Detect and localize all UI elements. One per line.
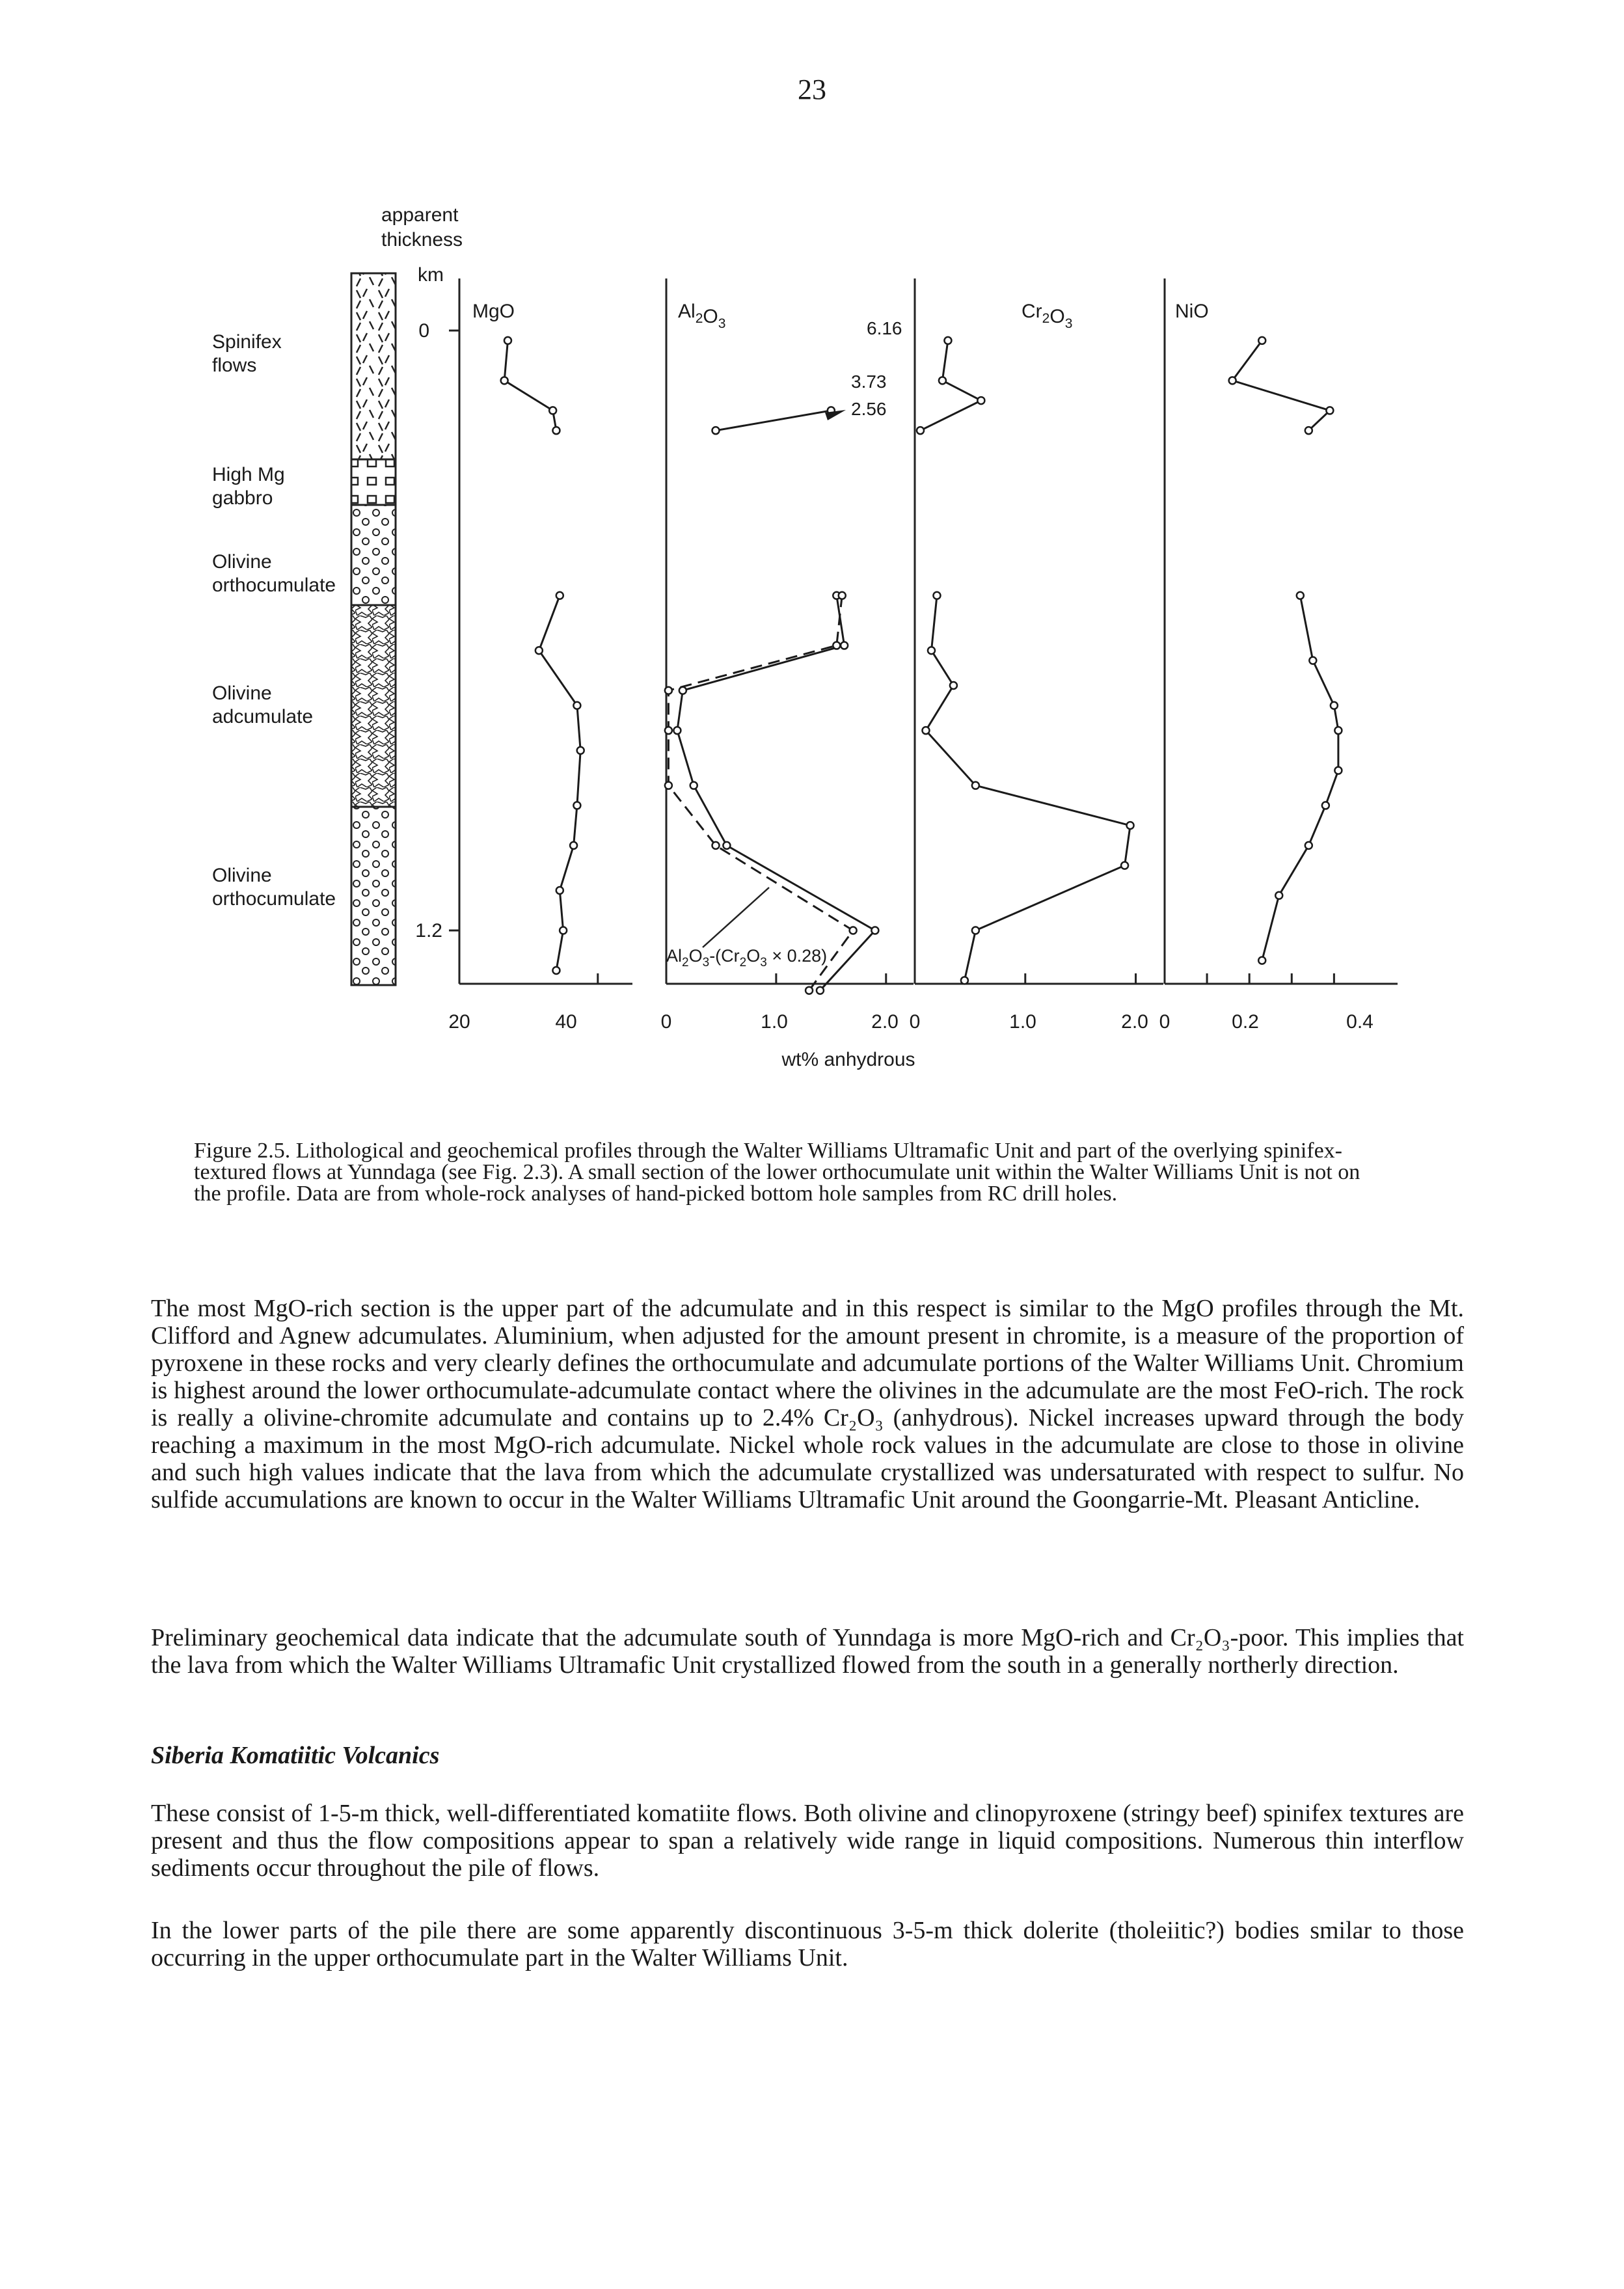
apparent-thickness-label: apparent thickness [381, 204, 463, 251]
depth-tick-1-2: 1.2 [415, 920, 442, 941]
panel-al2o3-series-1-point-1 [841, 642, 848, 649]
panel-nio-series-1-point-4 [1334, 767, 1342, 774]
panel-mgo [448, 278, 632, 1033]
panel-cr2o3-series-1-point-8 [961, 977, 968, 984]
panel-cr2o3-series-1-point-7 [972, 927, 979, 934]
km-label: km [418, 264, 444, 286]
panel-al2o3-series-1-point-7 [817, 987, 824, 994]
figure-caption: Figure 2.5. Lithological and geochemical profiles through the Walter Williams Ultramafic Unit and part of the overlying spinifex-textured flows at Yunndaga (see Fig. 2.3). A small section of the lower orthocumulate unit within the Walter Williams Unit is not on the profile. Data are from whole-rock analyses of hand-picked bottom hole samples from RC drill holes. [194, 1139, 1360, 1206]
panel-nio-tick-label-1: 0.2 [1232, 1011, 1259, 1033]
panel-nio-series-0-point-0 [1258, 337, 1265, 344]
panel-cr2o3-tick-label-1: 1.0 [1009, 1011, 1036, 1033]
panel-mgo-series-1-point-3 [577, 747, 584, 754]
lithology-column [351, 273, 396, 985]
panel-mgo-series-0-point-3 [552, 427, 560, 434]
geochemical-profile-figure [0, 0, 1624, 1119]
olivine-orthocumulate-lower-unit [351, 807, 396, 985]
panel-al2o3-series-2-point-6 [850, 927, 857, 934]
panel-al2o3-series-1-point-3 [673, 727, 681, 734]
al2o3-value-3-73: 3.73 [851, 372, 887, 392]
panel-cr2o3-series-1-point-6 [1121, 862, 1128, 869]
panel-mgo-series-0-point-1 [501, 377, 508, 384]
panel-al2o3-series-1-point-4 [690, 782, 697, 789]
panel-mgo-title: MgO [472, 301, 515, 322]
panel-cr2o3-title: $Cr_2O_3$ [1022, 301, 1073, 331]
page-number: 23 [798, 74, 826, 105]
panel-al2o3-series-2-line [668, 595, 853, 990]
panel-mgo-series-1-point-8 [552, 967, 560, 974]
panel-cr2o3-tick-label-0: 0 [909, 1011, 921, 1033]
lithology-label-gabbro: High Mg gabbro [212, 464, 285, 509]
body-paragraph-2: Preliminary geochemical data indicate that the adcumulate south of Yunndaga is more MgO-rich and Cr₂O₃-poor. This implies that the lava from which the Walter Williams Ultramafic Unit crystallized flowed from the south in a generally northerly direction. [151, 1624, 1464, 1679]
lithology-label-spinifex: Spinifex flows [212, 331, 282, 376]
section-paragraph-1: These consist of 1-5-m thick, well-differentiated komatiite flows. Both olivine and clinopyroxene (stringy beef) spinifex textures are present and thus the flow compositions appear to span a relatively wide range in liquid compositions. Numerous thin interflow sediments occur throughout the pile of flows. [151, 1800, 1464, 1882]
panel-nio-series-1-line [1262, 595, 1338, 960]
panel-al2o3-series-0-line [716, 411, 831, 431]
panel-al2o3-series-1-point-5 [723, 842, 730, 849]
panel-nio-series-0-point-3 [1305, 427, 1312, 434]
panel-nio [1159, 278, 1398, 1033]
section-paragraph-2: In the lower parts of the pile there are some apparently discontinuous 3-5-m thick dolerite (tholeiitic?) bodies smilar to those occurring in the upper orthocumulate part in the Walter Williams Unit. [151, 1917, 1464, 1971]
panel-mgo-series-0-line [504, 340, 556, 430]
panel-mgo-series-1-point-4 [573, 802, 580, 809]
panel-cr2o3-series-1-point-0 [933, 592, 940, 599]
panel-cr2o3-series-0-line [921, 340, 981, 430]
panel-al2o3-series-2-point-4 [665, 782, 672, 789]
panel-cr2o3-series-0-point-1 [939, 377, 946, 384]
lithology-label-orthocumulate-upper: Olivine orthocumulate [212, 551, 336, 596]
panel-al2o3-series-1-point-6 [871, 927, 878, 934]
panel-nio-series-1-point-8 [1258, 957, 1265, 964]
al2o3-adjusted-label: $Al_2O_3-(Cr_2O_3 \times 0.28)$ [666, 946, 828, 969]
al2o3-value-6-16: 6.16 [867, 318, 902, 338]
panel-nio-series-0-point-1 [1229, 377, 1236, 384]
panel-mgo-series-1-line [539, 595, 580, 970]
panel-nio-series-1-point-2 [1331, 702, 1338, 709]
spinifex-flows-unit [351, 273, 396, 459]
al2o3-value-2-56: 2.56 [851, 399, 887, 419]
panel-mgo-series-1-point-7 [560, 927, 567, 934]
panel-nio-title: NiO [1175, 301, 1209, 322]
panel-cr2o3-tick-label-2: 2.0 [1121, 1011, 1148, 1033]
panel-cr2o3 [910, 278, 1163, 1033]
lithology-label-orthocumulate-lower: Olivine orthocumulate [212, 865, 336, 910]
panel-al2o3-series-2-point-2 [665, 687, 672, 694]
panel-nio-series-1-point-5 [1322, 802, 1329, 809]
panel-al2o3-series-2-point-1 [833, 642, 840, 649]
panel-cr2o3-series-1-point-5 [1127, 822, 1134, 829]
panel-al2o3-series-0-point-0 [712, 427, 720, 434]
x-axis-title: wt% anhydrous [781, 1049, 915, 1070]
panel-mgo-series-1-point-1 [535, 647, 543, 654]
panel-cr2o3-series-1-point-1 [928, 647, 935, 654]
panel-mgo-series-1-point-2 [573, 702, 580, 709]
panel-cr2o3-series-1-point-2 [950, 682, 957, 689]
panel-al2o3-tick-label-1: 1.0 [761, 1011, 788, 1033]
olivine-orthocumulate-upper-unit [351, 505, 396, 605]
panel-al2o3-series-2-point-3 [665, 727, 672, 734]
panel-mgo-series-1-point-5 [570, 842, 577, 849]
panel-cr2o3-series-0-point-0 [944, 337, 951, 344]
panel-cr2o3-series-0-point-2 [977, 397, 984, 404]
olivine-adcumulate-unit [351, 605, 396, 807]
panel-cr2o3-series-1-point-4 [972, 782, 979, 789]
panel-al2o3-series-1-line [677, 595, 875, 990]
panel-al2o3-series-2-point-0 [839, 592, 846, 599]
panel-mgo-series-0-point-2 [549, 407, 556, 414]
panel-al2o3-series-2-point-5 [712, 842, 720, 849]
panel-nio-series-1-point-3 [1334, 727, 1342, 734]
panel-nio-series-0-point-2 [1326, 407, 1333, 414]
panel-cr2o3-series-0-point-3 [917, 427, 924, 434]
panel-mgo-series-1-point-6 [556, 887, 563, 894]
al2o3-adjusted-pointer [703, 887, 769, 947]
panel-nio-series-0-line [1232, 340, 1330, 430]
body-paragraph-1: The most MgO-rich section is the upper part of the adcumulate and in this respect is similar to the MgO profiles through the Mt. Clifford and Agnew adcumulates. Aluminium, when adjusted for the amount present in chromite, is a measure of the proportion of pyroxene in these rocks and very clearly defines the orthocumulate and adcumulate portions of the Walter Williams Unit. Chromium is highest around the lower orthocumulate-adcumulate contact where the olivines in the adcumulate are the most FeO-rich. The rock is really a olivine-chromite adcumulate and contains up to 2.4% Cr₂O₃ (anhydrous). Nickel increases upward through the body reaching a maximum in the most MgO-rich adcumulate. Nickel whole rock values in the adcumulate are close to those in olivine and such high values indicate that the lava from which the adcumulate crystallized was undersaturated with respect to sulfur. No sulfide accumulations are known to occur in the Walter Williams Ultramafic Unit around the Goongarrie-Mt. Pleasant Anticline. [151, 1295, 1464, 1513]
panel-mgo-tick-label-1: 40 [555, 1011, 577, 1033]
panel-al2o3-title: $Al_2O_3$ [678, 301, 726, 331]
lithology-label-adcumulate: Olivine adcumulate [212, 683, 314, 727]
panel-mgo-series-0-point-0 [504, 337, 511, 344]
panel-nio-series-1-point-6 [1305, 842, 1312, 849]
high-mg-gabbro-unit [351, 459, 396, 505]
depth-tick-0: 0 [418, 320, 429, 342]
panel-nio-tick-label-2: 0.4 [1346, 1011, 1374, 1033]
panel-nio-series-1-point-1 [1309, 657, 1316, 664]
panel-al2o3-series-1-point-2 [679, 687, 686, 694]
panel-mgo-series-1-point-0 [556, 592, 563, 599]
panel-nio-series-1-point-7 [1275, 892, 1282, 899]
panel-nio-tick-label-0: 0 [1159, 1011, 1171, 1033]
panel-mgo-tick-label-0: 20 [448, 1011, 470, 1033]
panel-al2o3-tick-label-0: 0 [660, 1011, 672, 1033]
panel-cr2o3-series-1-line [926, 595, 1130, 981]
panel-al2o3-series-2-point-7 [805, 987, 813, 994]
panel-nio-series-1-point-0 [1297, 592, 1304, 599]
panel-cr2o3-series-1-point-3 [922, 727, 929, 734]
panel-al2o3-tick-label-2: 2.0 [871, 1011, 899, 1033]
section-heading: Siberia Komatiitic Volcanics [151, 1742, 440, 1769]
